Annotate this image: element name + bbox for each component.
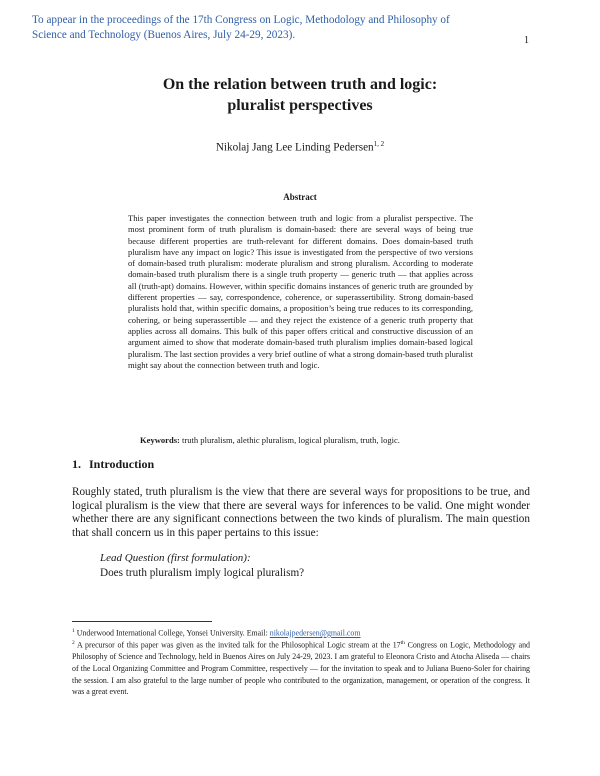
footnote-2-text-a: A precursor of this paper was given as the invited talk for the Philosophical Logic stream at the 17 bbox=[77, 640, 401, 650]
title-line-2: pluralist perspectives bbox=[227, 97, 373, 114]
section-heading bbox=[72, 457, 154, 472]
footnote-2 bbox=[72, 638, 530, 698]
section-title: Introduction bbox=[89, 457, 155, 471]
footnote-2-text-b: Congress on Logic, Methodology and Philosophy of Science and Technology, held in Buenos Aires on July 24-29, 2023. I am grateful to Eleonora Cristo and Atocha Aliseda — chairs of the Local Organizing Committee and Program Committee, respectively — for the invitation to speak and to Juliana Bueno-Soler for chairing the session. I am also grateful to the large number of people who contributed to the organization, management, or operation of the congress. It was a great event. bbox=[72, 640, 530, 697]
keywords-line bbox=[140, 435, 480, 446]
author-email-link[interactable]: nikolajpedersen@gmail.com bbox=[269, 628, 361, 638]
lead-question-label: Lead Question (first formulation): bbox=[100, 552, 251, 564]
footnote-2-ordinal: th bbox=[400, 640, 405, 646]
abstract-heading: Abstract bbox=[283, 192, 317, 202]
author-name: Nikolaj Jang Lee Linding Pedersen bbox=[215, 141, 374, 154]
conference-note: To appear in the proceedings of the 17th Congress on Logic, Methodology and Philosophy of Science and Technology (Buenos Aires, July 24-29, 2023). bbox=[32, 14, 450, 41]
title-line-1: On the relation between truth and logic: bbox=[162, 76, 438, 93]
intro-paragraph: Roughly stated, truth pluralism is the view that there are several ways for propositions to be true, and logical pluralism is the view that there are several ways for inferences to be valid. One might wonder whether there are any significant connections between the two kinds of pluralism. The main question that shall concern us in this paper pertains to this issue: bbox=[72, 486, 530, 539]
page-number: 1 bbox=[524, 35, 529, 46]
keywords-values: truth pluralism, alethic pluralism, logical pluralism, truth, logic. bbox=[182, 435, 400, 445]
footnote-divider bbox=[72, 621, 212, 622]
author-line bbox=[0, 140, 600, 154]
lead-question-text: Does truth pluralism imply logical pluralism? bbox=[100, 567, 305, 579]
footnote-1-mark: 1 bbox=[72, 628, 75, 634]
paper-title bbox=[0, 74, 600, 116]
keywords-label: Keywords: bbox=[140, 435, 180, 445]
footnote-2-mark: 2 bbox=[72, 640, 75, 646]
author-footnote-marks: 1, 2 bbox=[373, 140, 385, 148]
abstract-body: This paper investigates the connection between truth and logic from a pluralist perspective. The most prominent form of truth pluralism is domain-based: there are several ways of being true because different properties are truth-relevant for different domains. Does domain-based truth pluralism have any impact on logic? This issue is investigated from the perspective of two versions of domain-based truth pluralism: moderate pluralism and strong pluralism. According to moderate domain-based truth pluralism there is a single truth property — generic truth — that applies across all (truth-apt) domains. However, within specific domains instances of generic truth are grounded by different properties — say, correspondence, coherence, or superassertibility. Strong domain-based pluralists hold that, within specific domains, a proposition’s being true reduces to its corresponding, cohering, or being superassertible — and they reject the existence of a generic truth property that applies across all domains. This bulk of this paper offers critical and constructive discussion of an argument aimed to show that moderate domain-based truth pluralism implies domain-based logical pluralism. The last section provides a very brief outline of what a strong domain-based truth pluralist might say about the connection between truth and logic. bbox=[128, 213, 473, 370]
section-number: 1. bbox=[72, 457, 81, 471]
footnote-1-text: Underwood International College, Yonsei University. Email: bbox=[76, 628, 268, 638]
